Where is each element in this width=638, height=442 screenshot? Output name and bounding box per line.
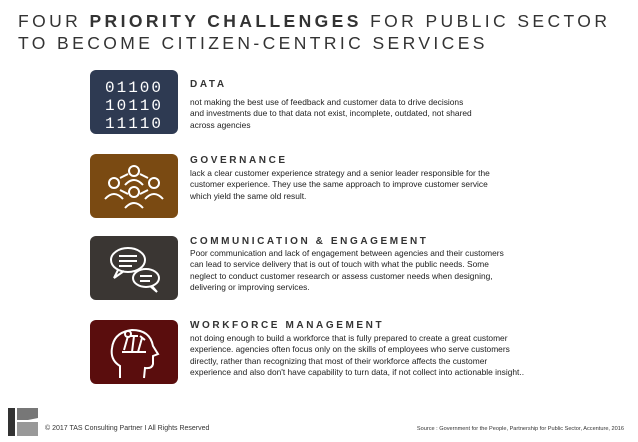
text-line: not doing enough to build a workforce that is fully prepared to create a great customer bbox=[190, 333, 508, 343]
section-title-governance: GOVERNANCE bbox=[190, 155, 288, 166]
text-line: which yield the same old result. bbox=[190, 190, 307, 201]
section-text-governance bbox=[190, 168, 610, 202]
chat-bubbles-icon bbox=[90, 236, 178, 300]
binary-row-1: 01100 bbox=[104, 79, 164, 97]
text-line: not making the best use of feedback and customer data to drive decisions bbox=[190, 97, 464, 107]
text-line: experience. agencies often focus only on the skills of employees who serve customers bbox=[190, 344, 510, 355]
data-icon-box bbox=[90, 70, 178, 134]
communication-icon-box bbox=[90, 236, 178, 300]
page-title bbox=[18, 10, 628, 54]
tas-logo bbox=[8, 408, 40, 436]
text-line: customer experience. They use the same approach to improve customer service bbox=[190, 179, 488, 190]
binary-row-3: 11110 bbox=[104, 115, 164, 133]
source-text: Source : Government for the People, Partnership for Public Sector, Accenture, 2016 bbox=[416, 426, 624, 432]
title-line-2: TO BECOME CITIZEN-CENTRIC SERVICES bbox=[18, 33, 488, 53]
workforce-icon-box bbox=[90, 320, 178, 384]
governance-icon-box bbox=[90, 154, 178, 218]
section-title-data: DATA bbox=[190, 79, 227, 90]
text-line: lack a clear customer experience strategy and a senior leader responsible for the bbox=[190, 168, 490, 178]
binary-data-icon bbox=[90, 70, 178, 134]
text-line: experience and also don't have capability to turn data, if not collect into actionable insight.. bbox=[190, 366, 525, 377]
text-line: neglect to conduct customer research or assess customer needs when designing, bbox=[190, 270, 493, 281]
binary-row-2: 10110 bbox=[104, 97, 164, 115]
section-text-communication bbox=[190, 248, 610, 293]
text-line: can lead to service delivery that is out of touch with what the public needs. Some bbox=[190, 259, 489, 270]
copyright-text: © 2017 TAS Consulting Partner I All Rights Reserved bbox=[45, 425, 210, 432]
title-part-1: FOUR bbox=[18, 11, 90, 31]
section-title-workforce: WORKFORCE MANAGEMENT bbox=[190, 320, 385, 331]
text-line: Poor communication and lack of engagement between agencies and their customers bbox=[190, 248, 504, 258]
section-text-workforce bbox=[190, 333, 610, 378]
title-emphasis: PRIORITY CHALLENGES bbox=[89, 11, 362, 31]
section-text-data bbox=[190, 97, 610, 131]
text-line: across agencies bbox=[190, 119, 251, 130]
title-part-2: FOR PUBLIC SECTOR bbox=[361, 11, 611, 31]
head-tools-icon bbox=[90, 320, 178, 384]
text-line: and investments due to that data not exist, incomplete, outdated, not shared bbox=[190, 108, 472, 119]
text-line: delivering or improving services. bbox=[190, 281, 310, 292]
text-line: directly, rather than recognizing that most of their workforce affects the customer bbox=[190, 355, 488, 366]
section-title-communication: COMMUNICATION & ENGAGEMENT bbox=[190, 236, 429, 247]
people-network-icon bbox=[90, 154, 178, 218]
